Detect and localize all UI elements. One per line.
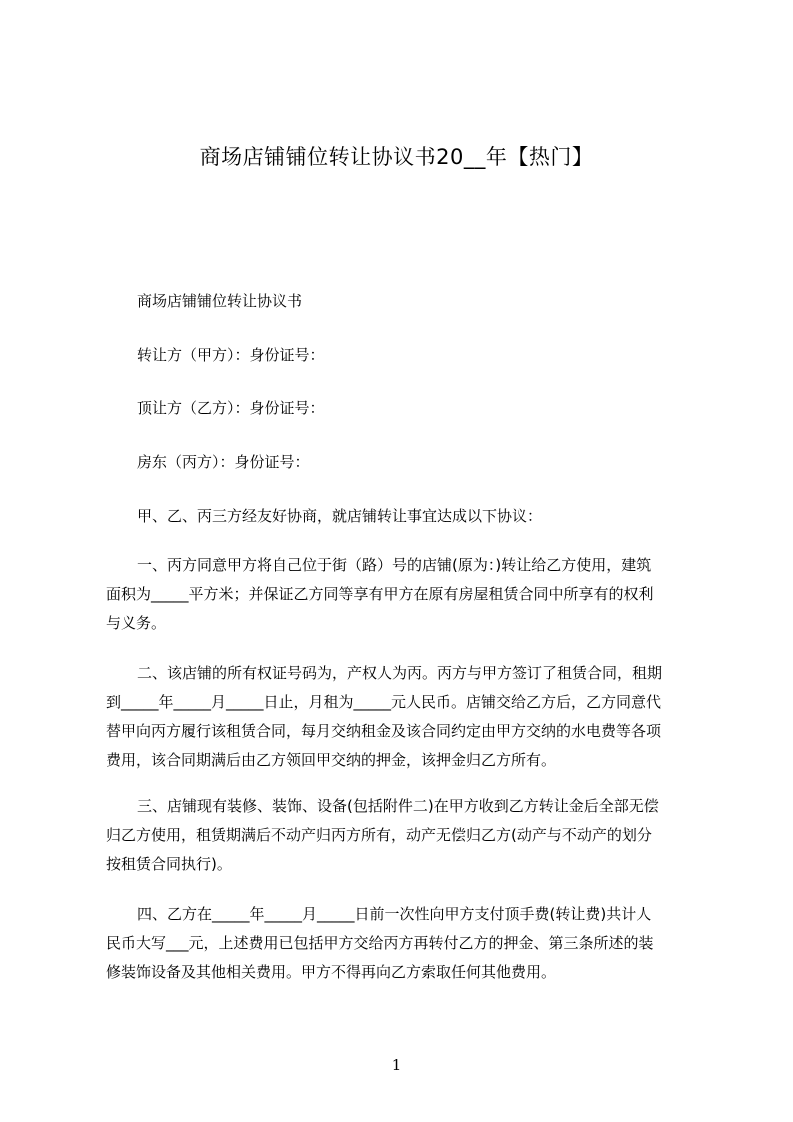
- clause-line: 到_____年_____月_____日止，月租为_____元人民币。店铺交给乙方后，乙方同意代: [106, 693, 662, 711]
- clause-line: 民币大写___元，上述费用已包括甲方交给丙方再转付乙方的押金、第三条所述的装: [106, 934, 654, 952]
- page-number: 1: [391, 1056, 402, 1074]
- clause-line: 按租赁合同执行)。: [106, 855, 232, 873]
- clause-line: 归乙方使用，租赁期满后不动产归丙方所有，动产无偿归乙方(动产与不动产的划分: [106, 826, 652, 844]
- intro-line: 甲、乙、丙三方经友好协商，就店铺转让事宜达成以下协议：: [137, 507, 543, 525]
- clause-line: 三、店铺现有装修、装饰、设备(包括附件二)在甲方收到乙方转让金后全部无偿: [137, 797, 659, 815]
- clause-1: [106, 551, 700, 638]
- transferee-line: 顶让方（乙方）：身份证号：: [137, 399, 325, 417]
- clause-line: 修装饰设备及其他相关费用。甲方不得再向乙方索取任何其他费用。: [106, 963, 557, 981]
- clause-line: 替甲向丙方履行该租赁合同，每月交纳租金及该合同约定由甲方交纳的水电费等各项: [106, 722, 662, 740]
- clause-line: 与义务。: [106, 614, 167, 632]
- document-title: 商场店铺铺位转让协议书20__年【热门】: [199, 145, 594, 169]
- clause-line: 一、丙方同意甲方将自己位于街（路）号的店铺(原为：)转让给乙方使用，建筑: [137, 556, 652, 574]
- clause-line: 费用，该合同期满后由乙方领回甲交纳的押金，该押金归乙方所有。: [106, 751, 557, 769]
- clause-4: [106, 900, 700, 987]
- clause-line: 四、乙方在_____年_____月_____日前一次性向甲方支付顶手费(转让费)共计人: [137, 905, 652, 923]
- clause-line: 二、该店铺的所有权证号码为，产权人为丙。丙方与甲方签订了租赁合同，租期: [137, 664, 663, 682]
- clause-3: [106, 792, 700, 879]
- agreement-heading: 商场店铺铺位转让协议书: [137, 292, 303, 310]
- clause-line: 面积为_____平方米；并保证乙方同等享有甲方在原有房屋租赁合同中所享有的权利: [106, 585, 654, 603]
- landlord-line: 房东（丙方）：身份证号：: [137, 453, 310, 471]
- transferor-line: 转让方（甲方）：身份证号：: [137, 346, 325, 364]
- clause-2: [106, 659, 700, 775]
